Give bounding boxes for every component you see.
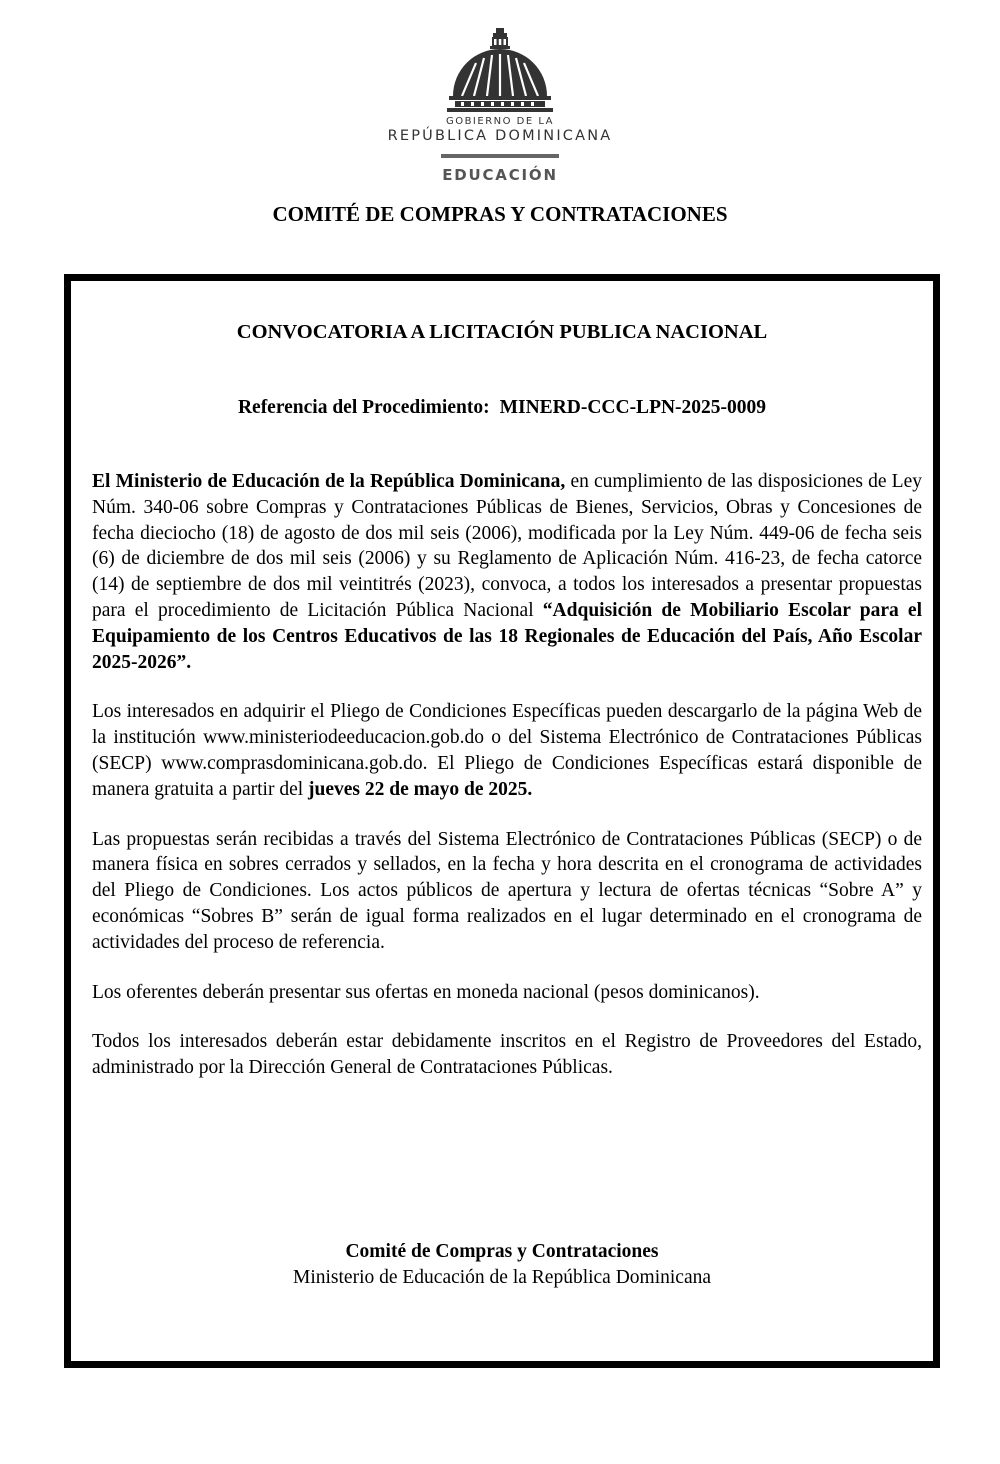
notice-box (64, 274, 940, 1368)
reference-code: MINERD-CCC-LPN-2025-0009 (499, 397, 767, 418)
capitol-dome-icon (445, 24, 555, 114)
intro-text: en cumplimiento de las disposiciones de Ley Núm. 340-06 sobre Compras y Contrataciones Públicas de Bienes, Servicios, Obras y Concesiones de fecha dieciocho (18) de agosto de dos mil seis (2006), modificada por la Ley Núm. 449-06 de fecha seis (6) de diciembre de dos mil seis (2006) y su Reglamento de Aplicación Núm. 416-23, de fecha catorce (14) de septiembre de dos mil veintitrés (2023), convoca, a todos los interesados a presentar propuestas para el procedimiento de Licitación Pública Nacional (92, 471, 922, 621)
notice-body (92, 469, 922, 1105)
paragraph-intro (92, 469, 922, 675)
notice-title: CONVOCATORIA A LICITACIÓN PUBLICA NACIONAL (236, 321, 768, 343)
paragraph-registration: Todos los interesados deberán estar debidamente inscritos en el Registro de Proveedores del Estado, administrado por la Dirección General de Contrataciones Públicas. (92, 1031, 922, 1079)
signature-block (71, 1239, 933, 1291)
procedure-reference (71, 397, 933, 419)
paragraph-currency: Los oferentes deberán presentar sus ofertas en moneda nacional (pesos dominicanos). (92, 981, 760, 1003)
logo-divider (441, 154, 559, 158)
ministry-name: El Ministerio de Educación de la República Dominicana, (92, 471, 566, 492)
availability-date: jueves 22 de mayo de 2025. (308, 778, 533, 800)
paragraph-submission: Las propuestas serán recibidas a través del Sistema Electrónico de Contrataciones Públicas (SECP) o de manera física en sobres cerrados y sellados, en la fecha y hora descrita en el cronograma de actividades del Pliego de Condiciones. Los actos públicos de apertura y lectura de ofertas técnicas “Sobre A” y económicas “Sobres B” serán de igual forma realizados en el lugar determinado en el cronograma de actividades del proceso de referencia. (92, 828, 922, 953)
signature-name: Comité de Compras y Contrataciones (345, 1241, 659, 1262)
logo-text-republica: REPÚBLICA DOMINICANA (387, 128, 613, 144)
government-logo (0, 24, 1000, 184)
signature-org: Ministerio de Educación de la República Dominicana (292, 1267, 712, 1288)
download-text: Los interesados en adquirir el Pliego de Condiciones Específicas pueden descargarlo de la página Web de la institución www.ministeriodeeducacion.gob.do o del Sistema Electrónico de Contrataciones Públicas (SECP) www.comprasdominicana.gob.do. El Pliego de Condiciones Específicas estará disponible de manera gratuita a partir del (92, 701, 922, 800)
logo-text-gobierno: GOBIERNO DE LA (445, 116, 555, 127)
procurement-title: “Adquisición de Mobiliario Escolar para el Equipamiento de los Centros Educativos de las 18 Regionales de Educación del País, Año Escolar 2025-2026”. (92, 599, 922, 673)
logo-text-educacion: EDUCACIÓN (442, 166, 558, 184)
committee-heading: COMITÉ DE COMPRAS Y CONTRATACIONES (272, 202, 728, 226)
reference-label: Referencia del Procedimiento: (237, 397, 490, 418)
paragraph-download (92, 699, 922, 802)
